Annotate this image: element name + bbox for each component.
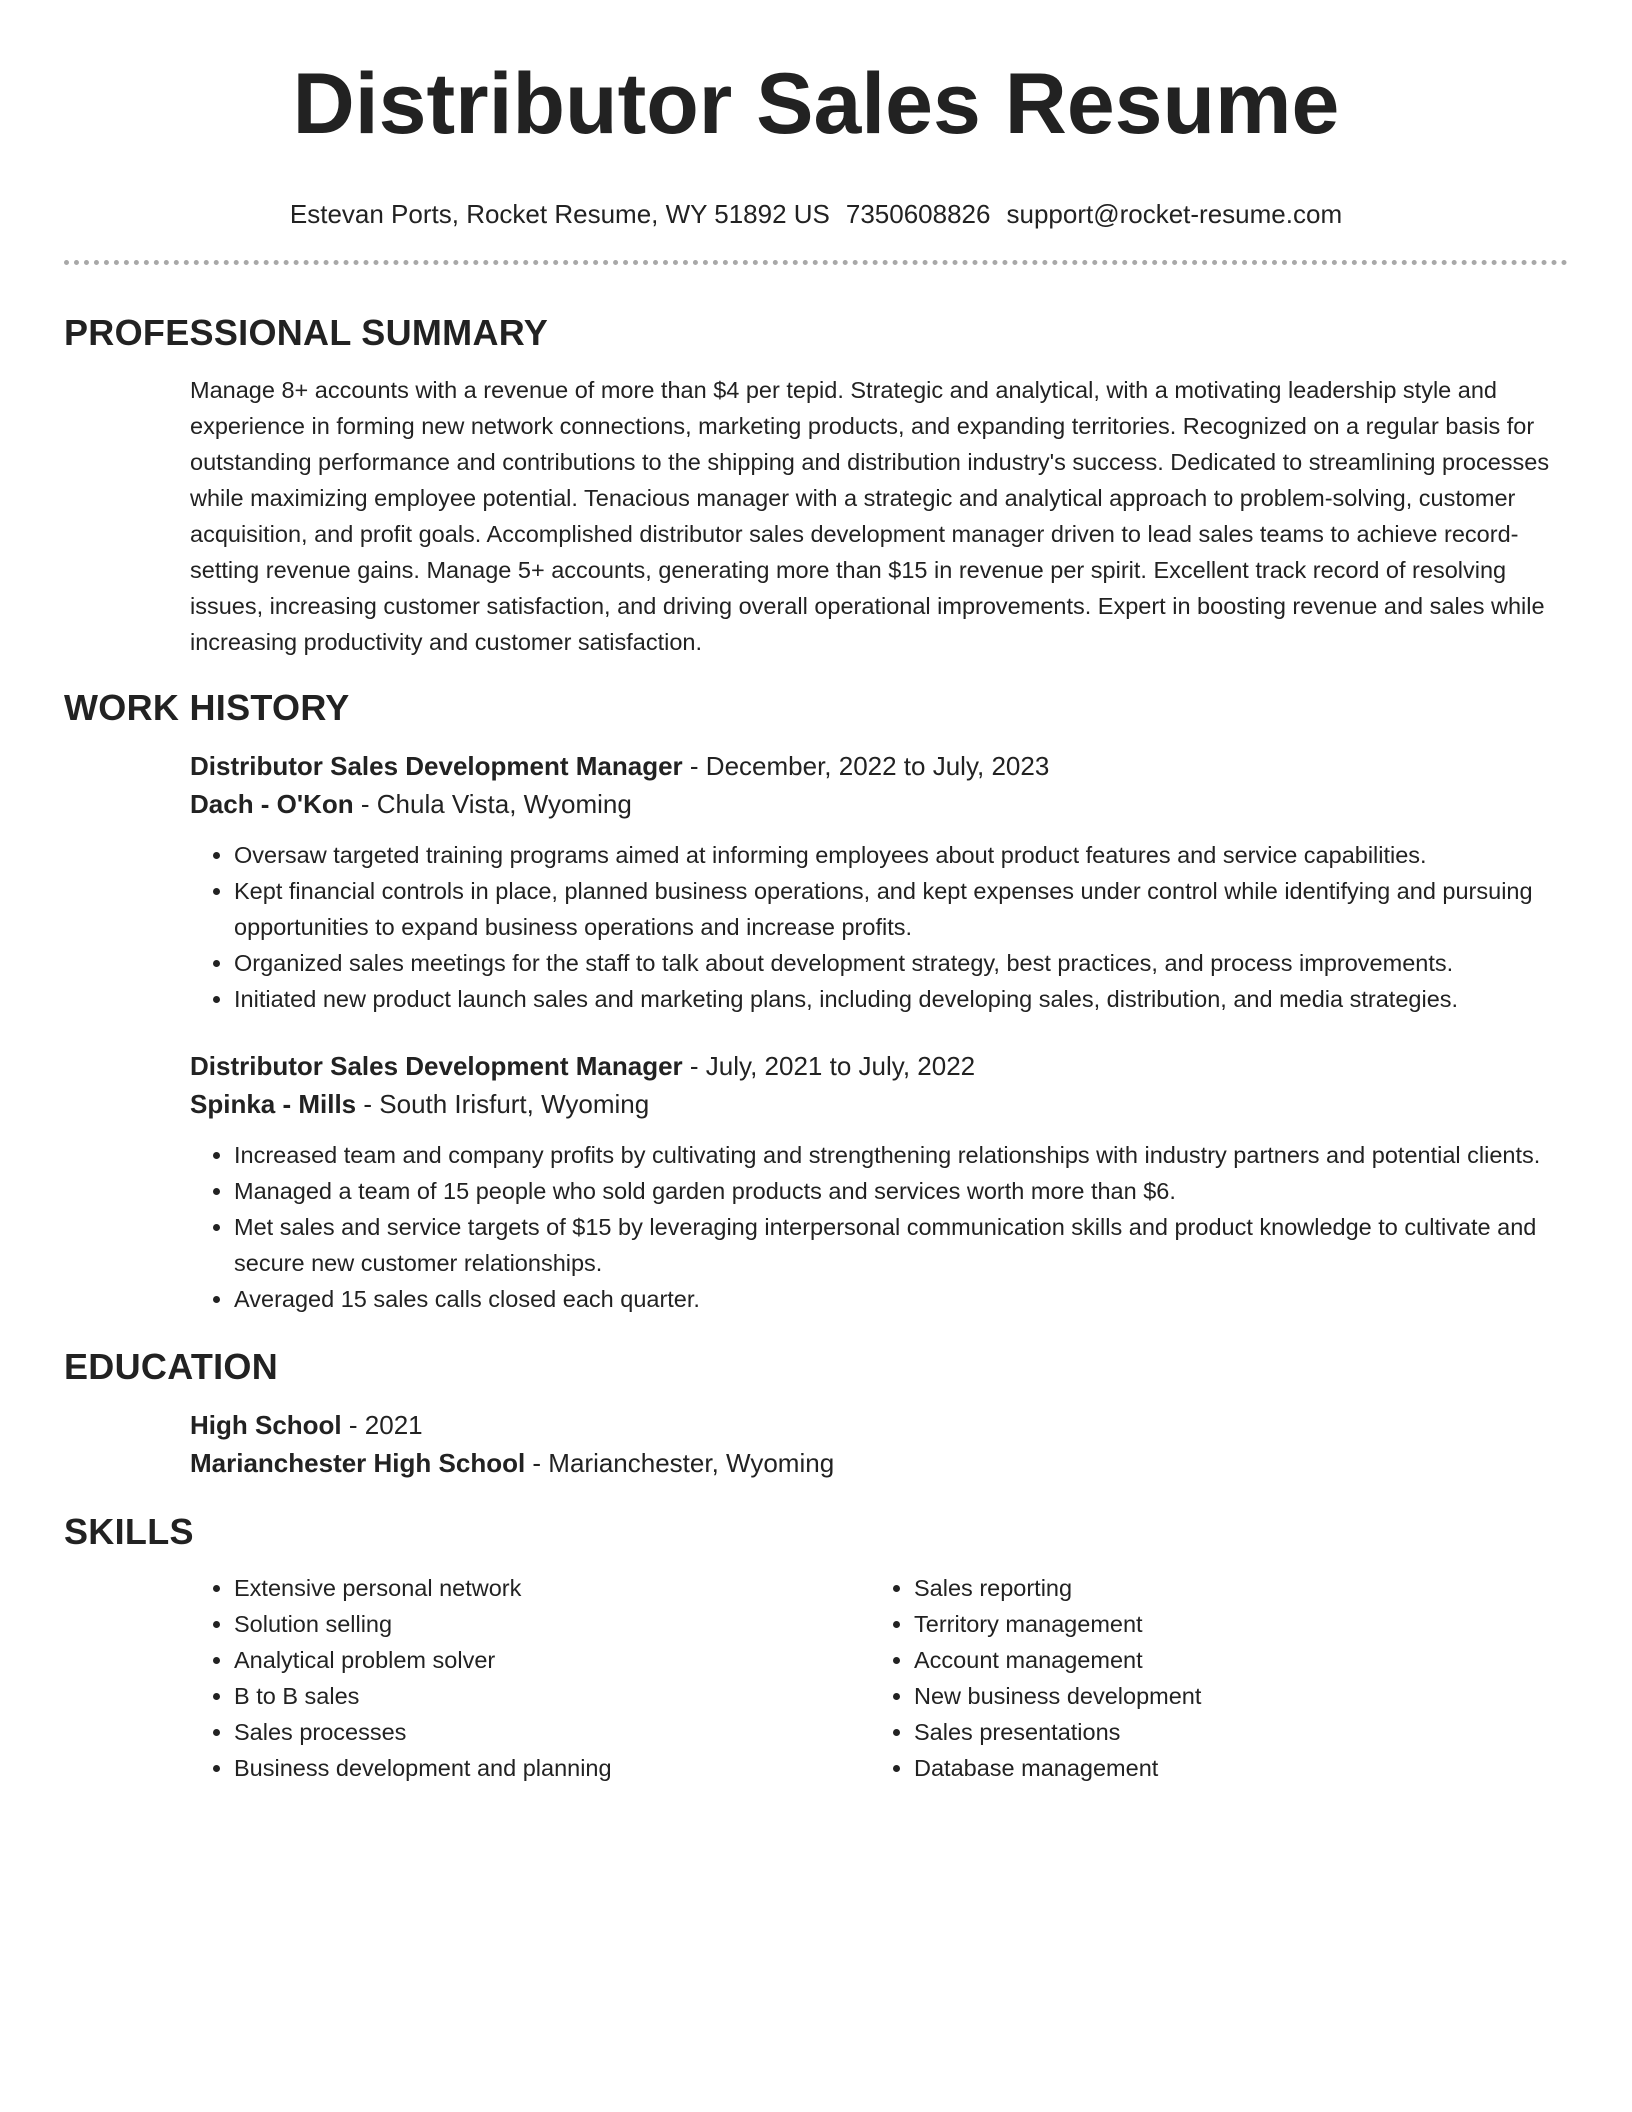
job-bullet: • Kept financial controls in place, planned business operations, and kept expenses under control while identifying and pursuing opportunities to expand business operations and increase profits. — [234, 873, 1568, 945]
education-year: - 2021 — [341, 1410, 423, 1440]
skill-item: • Analytical problem solver — [234, 1642, 870, 1678]
summary-section — [190, 372, 1568, 660]
skill-item: • Business development and planning — [234, 1750, 870, 1786]
education-entry — [190, 1406, 1568, 1482]
skill-item: • Sales processes — [234, 1714, 870, 1750]
skills-bullets — [870, 1570, 1550, 1786]
education-degree-line — [190, 1406, 1568, 1444]
job-company-line — [190, 785, 1568, 823]
job-dates: - July, 2021 to July, 2022 — [682, 1051, 976, 1081]
job-company: Spinka - Mills — [190, 1089, 357, 1119]
summary-text: Manage 8+ accounts with a revenue of more than $4 per tepid. Strategic and analytical, with a motivating leadership style and experience in forming new network connections, marketing products, and expanding territories. Recognized on a regular basis for outstanding performance and contributions to the shipping and distribution industry's success. Dedicated to streamlining processes while maximizing employee potential. Tenacious manager with a strategic and analytical approach to problem-solving, customer acquisition, and profit goals. Accomplished distributor sales development manager driven to lead sales teams to achieve record-setting revenue gains. Manage 5+ accounts, generating more than $15 in revenue per spirit. Excellent track record of resolving issues, increasing customer satisfaction, and driving overall operational improvements. Expert in boosting revenue and sales while increasing productivity and customer satisfaction. — [190, 377, 1550, 655]
job-bullet: • Initiated new product launch sales and marketing plans, including developing sales, distribution, and media strategies. — [234, 981, 1568, 1017]
skill-item: • Account management — [914, 1642, 1550, 1678]
job-bullets — [190, 837, 1568, 1017]
education-school: Marianchester High School — [190, 1448, 526, 1478]
education-school-line — [190, 1444, 1568, 1482]
summary-heading: PROFESSIONAL SUMMARY — [64, 312, 549, 353]
education-location: - Marianchester, Wyoming — [525, 1448, 835, 1478]
job-bullet: • Averaged 15 sales calls closed each quarter. — [234, 1281, 1568, 1317]
skill-item: • Sales presentations — [914, 1714, 1550, 1750]
resume-title: Distributor Sales Resume — [292, 56, 1340, 152]
work-history-heading: WORK HISTORY — [64, 687, 350, 728]
job-title: Distributor Sales Development Manager — [190, 751, 683, 781]
skills-heading: SKILLS — [64, 1511, 194, 1552]
job-title: Distributor Sales Development Manager — [190, 1051, 683, 1081]
contact-email: support@rocket-resume.com — [1006, 199, 1343, 229]
contact-phone: 7350608826 — [845, 199, 991, 229]
skill-item: • Sales reporting — [914, 1570, 1550, 1606]
contact-address: Estevan Ports, Rocket Resume, WY 51892 US — [289, 199, 830, 229]
education-heading: EDUCATION — [64, 1346, 279, 1387]
skill-item: • New business development — [914, 1678, 1550, 1714]
skills-list — [190, 1570, 1568, 1786]
job-entry — [190, 1047, 1568, 1317]
job-bullet: • Managed a team of 15 people who sold garden products and services worth more than $6. — [234, 1173, 1568, 1209]
job-location: - South Irisfurt, Wyoming — [356, 1089, 650, 1119]
skill-item: • Extensive personal network — [234, 1570, 870, 1606]
skill-item: • Territory management — [914, 1606, 1550, 1642]
job-bullet: • Organized sales meetings for the staff to talk about development strategy, best practices, and process improvements. — [234, 945, 1568, 981]
job-entry — [190, 747, 1568, 1017]
skills-column-right — [870, 1570, 1550, 1786]
contact-line — [64, 196, 1568, 232]
education-degree: High School — [190, 1410, 342, 1440]
skill-item: • Solution selling — [234, 1606, 870, 1642]
job-title-line — [190, 747, 1568, 785]
job-title-line — [190, 1047, 1568, 1085]
skill-item: • Database management — [914, 1750, 1550, 1786]
job-dates: - December, 2022 to July, 2023 — [682, 751, 1050, 781]
job-bullet: • Oversaw targeted training programs aimed at informing employees about product features and service capabilities. — [234, 837, 1568, 873]
skills-bullets — [190, 1570, 870, 1786]
skills-column-left — [190, 1570, 870, 1786]
job-company: Dach - O'Kon — [190, 789, 354, 819]
job-location: - Chula Vista, Wyoming — [353, 789, 632, 819]
job-bullet: • Met sales and service targets of $15 by leveraging interpersonal communication skills and product knowledge to cultivate and secure new customer relationships. — [234, 1209, 1568, 1281]
header-divider — [64, 260, 1568, 265]
job-company-line — [190, 1085, 1568, 1123]
job-bullet: • Increased team and company profits by cultivating and strengthening relationships with industry partners and potential clients. — [234, 1137, 1568, 1173]
job-bullets — [190, 1137, 1568, 1317]
skill-item: • B to B sales — [234, 1678, 870, 1714]
